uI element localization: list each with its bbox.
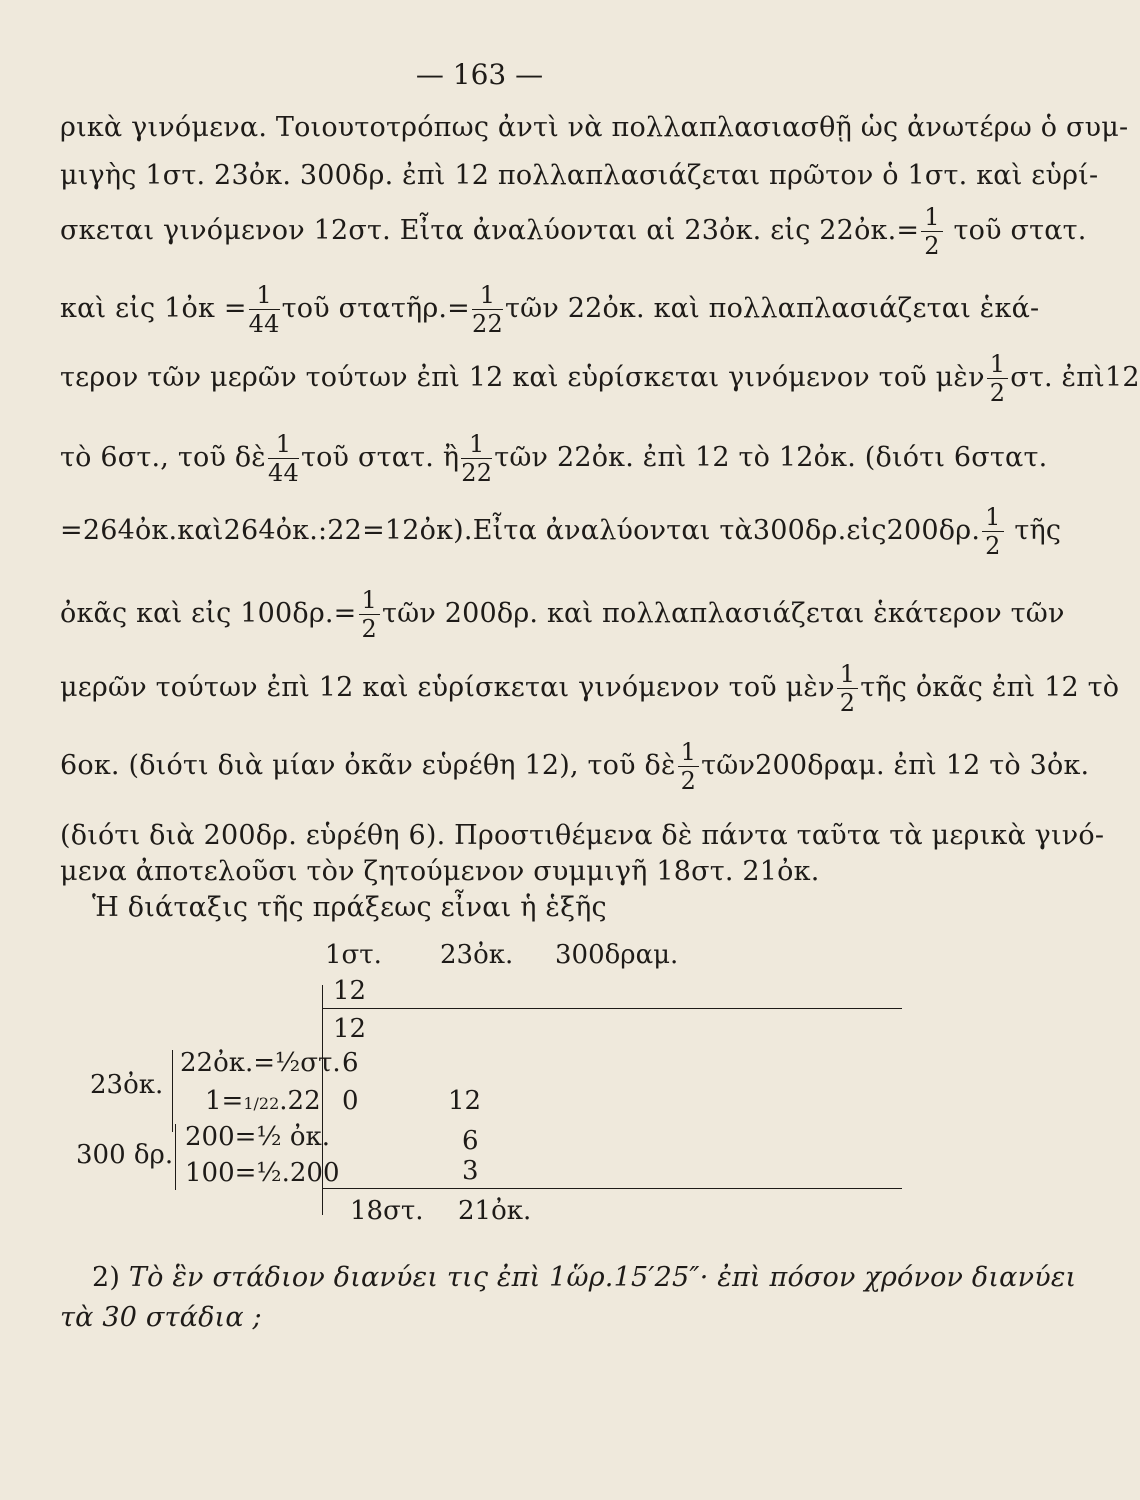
group-300dr-label: 300 δρ.: [76, 1140, 174, 1170]
text-line-6: τὸ 6στ., τοῦ δὲ $\frac{1}{44}$ τοῦ στατ. ἢ $\frac{1}{22}$ τῶν 22ὀκ. ἐπὶ 12 τὸ 12ὀκ. (διότι 6στατ.: [60, 430, 1048, 487]
text-line-1: ρικὰ γινόμενα. Τοιουτοτρόπως ἀντὶ νὰ πολλαπλασιασθῇ ὡς ἀνωτέρω ὁ συμ-: [60, 112, 1129, 143]
fraction-one-half: $\frac{1}{2}$: [359, 588, 380, 641]
text-line-2: μιγὴς 1στ. 23ὀκ. 300δρ. ἐπὶ 12 πολλαπλασιάζεται πρῶτον ὁ 1στ. καὶ εὑρί-: [60, 160, 1099, 191]
header-drachm: 300δραμ.: [555, 940, 679, 970]
rule-sum: [322, 1188, 902, 1189]
exercise-2: [92, 1262, 1076, 1293]
fraction-one-half: $\frac{1}{2}$: [982, 505, 1003, 558]
fraction-one-half: $\frac{1}{2}$: [837, 662, 858, 715]
header-oka: 23ὀκ.: [440, 940, 514, 970]
value-stat-0: 0: [342, 1086, 359, 1116]
value-oka-6: 6: [462, 1126, 479, 1156]
group-300dr-line-b: 100=½.200: [185, 1158, 340, 1188]
fraction-one-44th: $\frac{1}{44}$: [248, 281, 280, 338]
total-stat: 18στ.: [350, 1196, 424, 1226]
fraction-one-22nd: $\frac{1}{22}$: [472, 281, 503, 338]
exercise-text-b: ἐπὶ πόσον χρόνον διανύει: [717, 1262, 1077, 1293]
header-stat: 1στ.: [325, 940, 382, 970]
text-line-3-a: σκεται γινόμενον 12στ. Εἶτα ἀναλύονται αἱ 23ὀκ. εἰς 22ὀκ.=: [60, 215, 920, 246]
group-23oka-label: 23ὀκ.: [90, 1070, 164, 1100]
group-23oka-line-b: 1=1/22.22: [205, 1086, 321, 1116]
text-line-10: 6οκ. (διότι διὰ μίαν ὀκᾶν εὑρέθη 12), τοῦ δὲ $\frac{1}{2}$ τῶν200δραμ. ἐπὶ 12 τὸ 3ὀκ.: [60, 738, 1090, 795]
group-23oka-line-a: 22ὀκ.=½στ.: [180, 1048, 341, 1078]
group-23oka-brace: [172, 1050, 173, 1132]
text-line-5: τερον τῶν μερῶν τούτων ἐπὶ 12 καὶ εὑρίσκεται γινόμενον τοῦ μὲν $\frac{1}{2}$ στ. ἐπὶ12: [60, 350, 1140, 407]
text-line-11: (διότι διὰ 200δρ. εὑρέθη 6). Προστιθέμενα δὲ πάντα ταῦτα τὰ μερικὰ γινό-: [60, 820, 1105, 851]
text-line-12: μενα ἀποτελοῦσι τὸν ζητούμενον συμμιγῆ 18στ. 21ὀκ.: [60, 856, 820, 887]
rule-1: [322, 1008, 902, 1009]
text-line-7: =264ὀκ.καὶ264ὀκ.:22=12ὀκ).Εἶτα ἀναλύονται τὰ300δρ.εἰς200δρ. $\frac{1}{2}$ τῆς: [60, 503, 1062, 560]
value-oka-3: 3: [462, 1156, 479, 1186]
fraction-one-44th: $\frac{1}{44}$: [268, 430, 299, 487]
exercise-2-continued: τὰ 30 στάδια ;: [60, 1302, 262, 1333]
text-line-8: ὀκᾶς καὶ εἰς 100δρ.= $\frac{1}{2}$ τῶν 200δρ. καὶ πολλαπλασιάζεται ἑκάτερον τῶν: [60, 586, 1065, 643]
exercise-number: 2): [92, 1262, 121, 1293]
text-line-9: μερῶν τούτων ἐπὶ 12 καὶ εὑρίσκεται γινόμενον τοῦ μὲν $\frac{1}{2}$ τῆς ὀκᾶς ἐπὶ 12 τὸ: [60, 660, 1120, 717]
group-300dr-brace: [175, 1124, 176, 1190]
text-line-4: καὶ εἰς 1ὀκ = $\frac{1}{44}$ τοῦ στατῆρ.= $\frac{1}{22}$ τῶν 22ὀκ. καὶ πολλαπλασιάζεται ἑκά-: [60, 281, 1040, 338]
fraction-one-half: $\frac{1}{2}$: [987, 352, 1008, 405]
value-stat-6: 6: [342, 1048, 359, 1078]
group-300dr-line-a: 200=½ ὀκ.: [185, 1122, 331, 1152]
exercise-text-a: Τὸ ἓν στάδιον διανύει τις ἐπὶ 1ὥρ.15′25″·: [128, 1262, 709, 1293]
total-oka: 21ὀκ.: [458, 1196, 532, 1226]
text-line-13: Ἡ διάταξις τῆς πράξεως εἶναι ἡ ἑξῆς: [92, 892, 607, 923]
page-number: — 163 —: [415, 58, 544, 91]
text-line-3-b: τοῦ στατ.: [953, 215, 1087, 246]
value-oka-12: 12: [448, 1086, 482, 1116]
fraction-one-22nd: $\frac{1}{22}$: [461, 430, 493, 487]
multiplier-row-1: 12: [333, 976, 367, 1006]
fraction-one-half: $\frac{1}{2}$: [921, 205, 942, 258]
multiplier-row-2: 12: [333, 1014, 367, 1044]
fraction-one-half: $\frac{1}{2}$: [678, 740, 699, 793]
